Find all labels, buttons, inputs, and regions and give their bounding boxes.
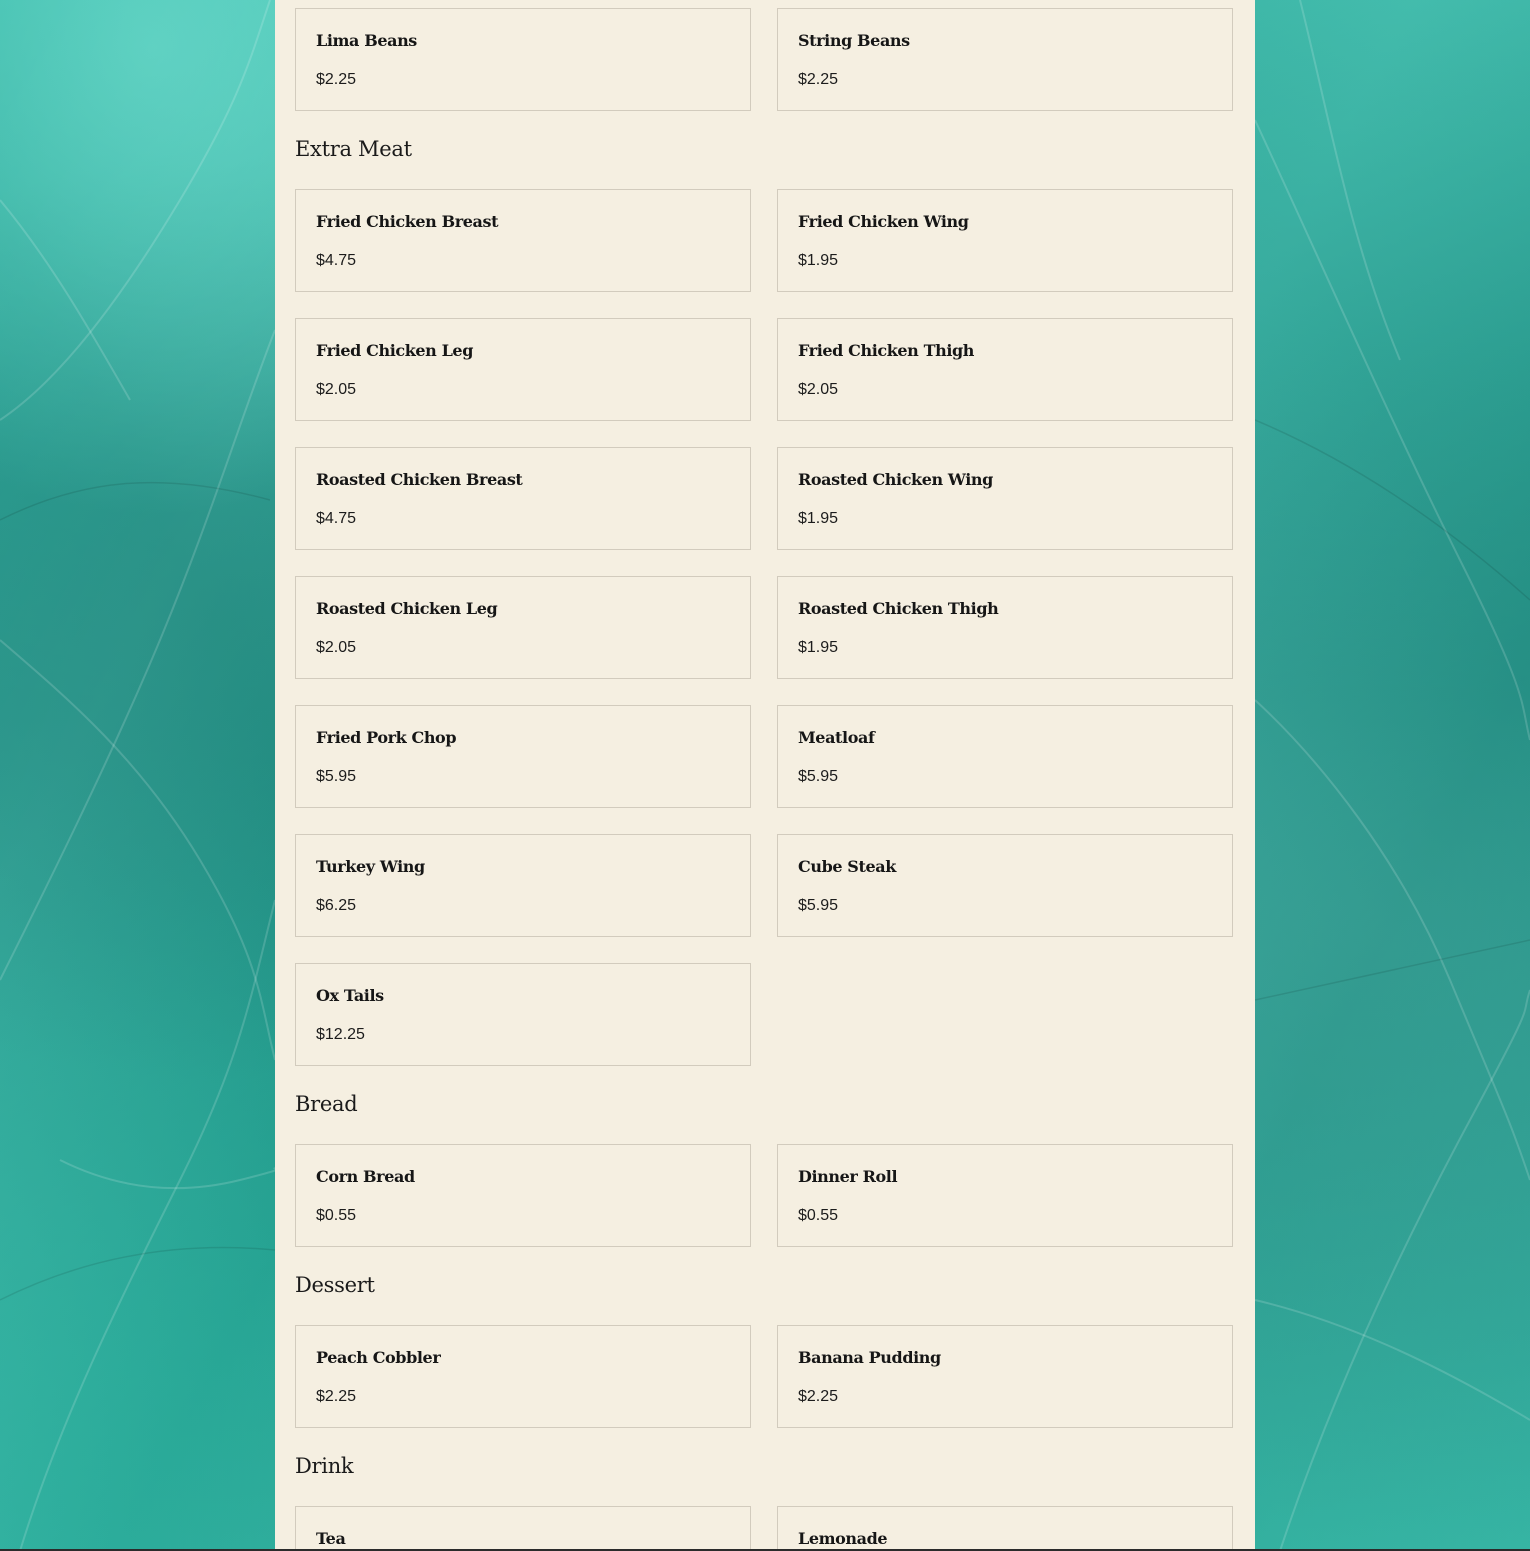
menu-item-card[interactable] <box>777 1506 1233 1551</box>
menu-item-card[interactable] <box>777 189 1233 292</box>
item-name: Tea <box>316 1529 346 1548</box>
menu-item-card[interactable] <box>777 447 1233 550</box>
item-price: $6.25 <box>316 897 357 914</box>
item-price: $12.25 <box>316 1026 365 1043</box>
item-price: $2.05 <box>316 639 357 656</box>
item-name: Dinner Roll <box>798 1167 898 1186</box>
item-price: $2.05 <box>798 381 839 398</box>
menu-item-card[interactable] <box>295 1144 751 1247</box>
menu-item-card[interactable] <box>295 1506 751 1551</box>
item-name: Lemonade <box>798 1529 888 1548</box>
item-name: Roasted Chicken Thigh <box>798 599 999 618</box>
menu-item-card[interactable] <box>777 705 1233 808</box>
menu-item-card[interactable] <box>777 1325 1233 1428</box>
section-title-bread: Bread <box>295 1092 358 1116</box>
item-price: $2.05 <box>316 381 357 398</box>
item-price: $1.95 <box>798 510 839 527</box>
item-name: Fried Chicken Leg <box>316 341 473 360</box>
item-name: Meatloaf <box>798 728 875 747</box>
item-name: Roasted Chicken Leg <box>316 599 498 618</box>
menu-item-card[interactable] <box>295 576 751 679</box>
item-name: Corn Bread <box>316 1167 415 1186</box>
menu-item-card[interactable] <box>295 8 751 111</box>
item-price: $5.95 <box>316 768 357 785</box>
menu-item-card[interactable] <box>295 447 751 550</box>
item-price: $2.25 <box>798 71 839 88</box>
item-name: Roasted Chicken Breast <box>316 470 523 489</box>
item-price: $4.75 <box>316 510 357 527</box>
item-name: Banana Pudding <box>798 1348 941 1367</box>
menu-item-card[interactable] <box>295 834 751 937</box>
item-price: $4.75 <box>316 252 357 269</box>
item-name: Fried Chicken Thigh <box>798 341 975 360</box>
item-name: String Beans <box>798 31 910 50</box>
menu-item-card[interactable] <box>777 318 1233 421</box>
item-price: $2.25 <box>316 71 357 88</box>
section-title-dessert: Dessert <box>295 1273 375 1297</box>
item-name: Roasted Chicken Wing <box>798 470 993 489</box>
menu-panel <box>275 0 1255 1551</box>
item-name: Fried Chicken Wing <box>798 212 969 231</box>
item-name: Turkey Wing <box>316 857 425 876</box>
menu-item-card[interactable] <box>295 318 751 421</box>
item-price: $1.95 <box>798 639 839 656</box>
menu-item-card[interactable] <box>295 705 751 808</box>
menu-item-card[interactable] <box>777 1144 1233 1247</box>
item-price: $0.55 <box>316 1207 357 1224</box>
item-name: Fried Chicken Breast <box>316 212 499 231</box>
item-price: $2.25 <box>316 1388 357 1405</box>
item-price: $5.95 <box>798 768 839 785</box>
item-name: Ox Tails <box>316 986 384 1005</box>
section-title-extra-meat: Extra Meat <box>295 137 412 161</box>
item-price: $0.55 <box>798 1207 839 1224</box>
menu-item-card[interactable] <box>295 1325 751 1428</box>
menu-item-card[interactable] <box>295 189 751 292</box>
menu-item-card[interactable] <box>777 8 1233 111</box>
item-price: $5.95 <box>798 897 839 914</box>
item-price: $1.95 <box>798 252 839 269</box>
item-name: Fried Pork Chop <box>316 728 457 747</box>
section-title-drink: Drink <box>295 1454 354 1478</box>
item-name: Lima Beans <box>316 31 417 50</box>
item-name: Peach Cobbler <box>316 1348 441 1367</box>
menu-item-card[interactable] <box>295 963 751 1066</box>
menu-item-card[interactable] <box>777 576 1233 679</box>
item-price: $2.25 <box>798 1388 839 1405</box>
item-name: Cube Steak <box>798 857 896 876</box>
menu-item-card[interactable] <box>777 834 1233 937</box>
